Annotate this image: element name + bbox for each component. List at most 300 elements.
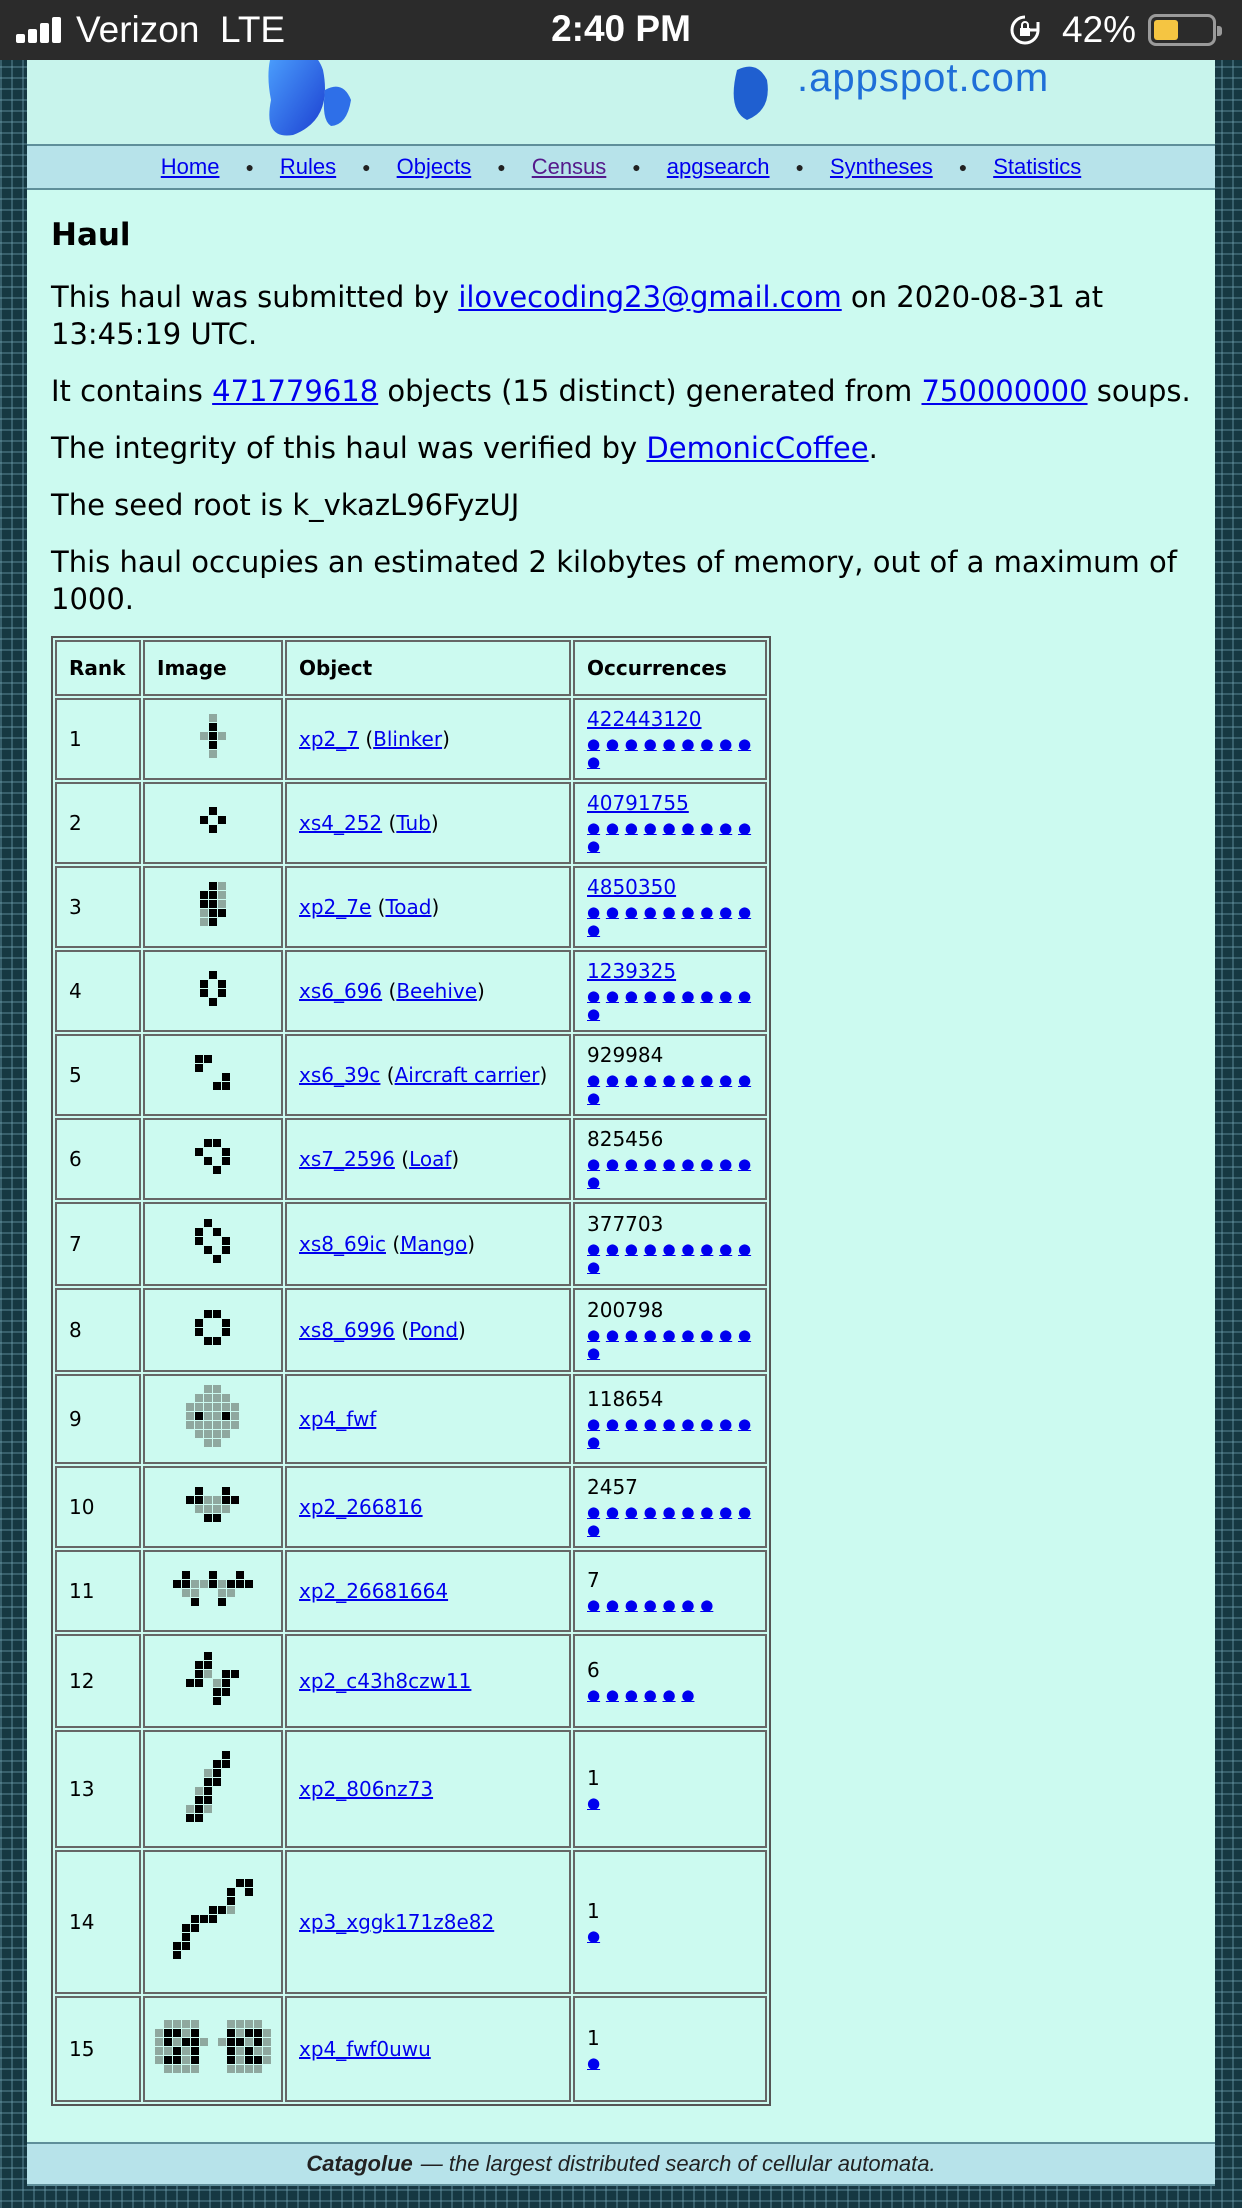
sample-soup-link[interactable]: ● — [587, 1927, 601, 1945]
sample-soup-link[interactable]: ● — [643, 1596, 657, 1614]
sample-soup-links — [587, 903, 753, 939]
pattern-image — [195, 1139, 231, 1175]
sample-soup-link[interactable]: ● — [681, 1415, 695, 1433]
sample-soup-link[interactable]: ● — [587, 1686, 601, 1704]
sample-soup-link[interactable]: ● — [719, 819, 733, 837]
ghost-cell — [231, 1403, 239, 1411]
live-cell — [209, 998, 217, 1006]
nav-separator: ● — [795, 159, 804, 175]
image-cell — [143, 1374, 283, 1464]
ghost-cell — [195, 1505, 203, 1513]
sample-soup-link[interactable]: ● — [719, 735, 733, 753]
ghost-cell — [218, 1589, 226, 1597]
sample-soup-link[interactable]: ● — [681, 1071, 695, 1089]
live-cell — [204, 1661, 212, 1669]
sample-soup-link[interactable]: ● — [662, 1155, 676, 1173]
object-code-link[interactable]: xp2_26681664 — [299, 1579, 449, 1603]
live-cell — [245, 2056, 253, 2064]
nav-rules[interactable]: Rules — [279, 154, 337, 179]
sample-soup-link[interactable]: ● — [719, 903, 733, 921]
verifier-link[interactable]: DemonicCoffee — [646, 431, 869, 465]
pattern-image — [186, 1385, 240, 1448]
live-cell — [222, 1670, 230, 1678]
occurrence-count: 2457 — [587, 1475, 638, 1499]
sample-soup-link[interactable]: ● — [643, 1155, 657, 1173]
sample-soup-link[interactable]: ● — [738, 987, 752, 1005]
live-cell — [204, 1652, 212, 1660]
sample-soup-link[interactable]: ● — [605, 1240, 619, 1258]
object-code-link[interactable]: xp4_fwf0uwu — [299, 2037, 431, 2061]
sample-soup-link[interactable]: ● — [700, 1596, 714, 1614]
sample-soup-link[interactable]: ● — [738, 1415, 752, 1433]
live-cell — [236, 1879, 244, 1887]
live-cell — [173, 1942, 181, 1950]
contains-line: It contains 471779618 objects (15 distinct) generated from 750000000 soups. — [51, 374, 1191, 408]
occurrence-count-link[interactable]: 40791755 — [587, 791, 689, 815]
live-cell — [204, 1310, 212, 1318]
sample-soup-link[interactable]: ● — [605, 1686, 619, 1704]
sample-soup-link[interactable]: ● — [587, 1521, 601, 1539]
sample-soup-link[interactable]: ● — [719, 987, 733, 1005]
sample-soup-link[interactable]: ● — [662, 987, 676, 1005]
live-cell — [227, 1888, 235, 1896]
pattern-image — [200, 882, 227, 927]
live-cell — [222, 1487, 230, 1495]
sample-soup-link[interactable]: ● — [624, 903, 638, 921]
sample-soup-link[interactable]: ● — [587, 837, 601, 855]
sample-soup-link[interactable]: ● — [643, 1686, 657, 1704]
object-code-link[interactable]: xp2_c43h8czw11 — [299, 1669, 472, 1693]
object-code-link[interactable]: xp2_806nz73 — [299, 1777, 434, 1801]
sample-soup-link[interactable]: ● — [643, 819, 657, 837]
pattern-image — [186, 1751, 240, 1823]
ghost-cell — [254, 2020, 262, 2028]
sample-soup-link[interactable]: ● — [643, 987, 657, 1005]
sample-soup-link[interactable]: ● — [700, 987, 714, 1005]
live-cell — [209, 918, 217, 926]
occurrence-count-link[interactable]: 4850350 — [587, 875, 677, 899]
sample-soup-link[interactable]: ● — [662, 1326, 676, 1344]
pattern-image — [155, 2020, 272, 2074]
image-cell — [143, 1996, 283, 2102]
object-code-link[interactable]: xp2_7e — [299, 895, 372, 919]
live-cell — [254, 2038, 262, 2046]
ghost-cell — [173, 2020, 181, 2028]
object-code-link[interactable]: xs8_69ic — [299, 1232, 386, 1256]
sample-soup-link[interactable]: ● — [681, 1503, 695, 1521]
live-cell — [186, 1679, 194, 1687]
sample-soup-link[interactable]: ● — [605, 1503, 619, 1521]
sample-soup-link[interactable]: ● — [719, 1326, 733, 1344]
occurrences-cell — [573, 1996, 767, 2102]
census-table — [51, 636, 771, 2106]
live-cell — [213, 1514, 221, 1522]
object-code-link[interactable]: xp4_fwf — [299, 1407, 377, 1431]
ghost-cell — [191, 2020, 199, 2028]
sample-soup-link[interactable]: ● — [605, 735, 619, 753]
sample-soup-link[interactable]: ● — [662, 1415, 676, 1433]
sample-soup-link[interactable]: ● — [700, 1326, 714, 1344]
sample-soup-link[interactable]: ● — [587, 1240, 601, 1258]
logo-icon — [243, 60, 363, 140]
live-cell — [204, 1514, 212, 1522]
occurrence-count: 825456 — [587, 1127, 664, 1151]
footer-tagline: — the largest distributed search of cellular automata. — [420, 2151, 936, 2176]
sample-soup-links — [587, 1415, 753, 1451]
sample-soup-link[interactable]: ● — [587, 819, 601, 837]
table-row — [55, 1118, 767, 1200]
sample-soup-links — [587, 987, 753, 1023]
sample-soup-link[interactable]: ● — [643, 903, 657, 921]
live-cell — [195, 1814, 203, 1822]
sample-soup-link[interactable]: ● — [624, 1415, 638, 1433]
occurrences-cell — [573, 1288, 767, 1372]
live-cell — [195, 1487, 203, 1495]
object-name-link[interactable]: Loaf — [409, 1147, 452, 1171]
ghost-cell — [254, 2065, 262, 2073]
occurrence-count-link[interactable]: 422443120 — [587, 707, 702, 731]
sample-soup-link[interactable]: ● — [624, 1240, 638, 1258]
sample-soup-link[interactable]: ● — [662, 819, 676, 837]
nav-apgsearch[interactable]: apgsearch — [666, 154, 770, 179]
live-cell — [164, 2038, 172, 2046]
sample-soup-link[interactable]: ● — [587, 2054, 601, 2072]
sample-soup-link[interactable]: ● — [681, 903, 695, 921]
ghost-cell — [231, 1412, 239, 1420]
live-cell — [182, 1571, 190, 1579]
live-cell — [195, 1661, 203, 1669]
ghost-cell — [263, 2056, 271, 2064]
sample-soup-link[interactable]: ● — [738, 1503, 752, 1521]
header-object: Object — [285, 640, 571, 696]
battery-percent: 42% — [1062, 9, 1137, 50]
sample-soup-link[interactable]: ● — [643, 1415, 657, 1433]
object-code-link[interactable]: xs8_6996 — [299, 1318, 395, 1342]
object-code-link[interactable]: xp3_xggk171z8e82 — [299, 1910, 495, 1934]
sample-soup-links — [587, 735, 753, 771]
sample-soup-link[interactable]: ● — [700, 1240, 714, 1258]
rank-cell: 14 — [55, 1850, 141, 1994]
sample-soup-link[interactable]: ● — [605, 1071, 619, 1089]
table-row — [55, 1550, 767, 1632]
sample-soup-link[interactable]: ● — [605, 1415, 619, 1433]
object-name-link[interactable]: Pond — [409, 1318, 459, 1342]
live-cell — [227, 2047, 235, 2055]
sample-soup-link[interactable]: ● — [719, 1155, 733, 1173]
sample-soup-link[interactable]: ● — [700, 903, 714, 921]
live-cell — [236, 2038, 244, 2046]
live-cell — [254, 2056, 262, 2064]
object-name-link[interactable]: Mango — [400, 1232, 468, 1256]
sample-soup-link[interactable]: ● — [587, 1596, 601, 1614]
sample-soup-links — [587, 1927, 753, 1945]
object-name-link[interactable]: Beehive — [396, 979, 478, 1003]
sample-soup-link[interactable]: ● — [587, 1415, 601, 1433]
live-cell — [222, 1082, 230, 1090]
sample-soup-link[interactable]: ● — [662, 903, 676, 921]
sample-soup-link[interactable]: ● — [643, 1503, 657, 1521]
object-code-link[interactable]: xp2_266816 — [299, 1495, 423, 1519]
sample-soup-link[interactable]: ● — [587, 1344, 601, 1362]
pattern-image — [186, 1487, 240, 1523]
sample-soup-link[interactable]: ● — [719, 1240, 733, 1258]
object-code-link[interactable]: xs7_2596 — [299, 1147, 395, 1171]
sample-soup-link[interactable]: ● — [738, 735, 752, 753]
live-cell — [222, 1760, 230, 1768]
ghost-cell — [204, 1439, 212, 1447]
sample-soup-link[interactable]: ● — [643, 1326, 657, 1344]
live-cell — [191, 2047, 199, 2055]
sample-soup-link[interactable]: ● — [587, 1794, 601, 1812]
ghost-cell — [218, 900, 226, 908]
occurrence-count: 929984 — [587, 1043, 664, 1067]
ghost-cell — [213, 1403, 221, 1411]
live-cell — [227, 2029, 235, 2037]
sample-soup-links — [587, 1155, 753, 1191]
status-time: 2:40 PM — [551, 8, 691, 49]
occurrence-count: 7 — [587, 1568, 600, 1592]
page-title: Haul — [51, 217, 131, 253]
ghost-cell — [204, 1385, 212, 1393]
live-cell — [204, 1337, 212, 1345]
sample-soup-link[interactable]: ● — [681, 735, 695, 753]
pattern-image — [200, 971, 227, 1007]
live-cell — [222, 1237, 230, 1245]
live-cell — [182, 1924, 190, 1932]
object-cell: xp2_7e (Toad) — [285, 866, 571, 948]
ghost-cell — [200, 1580, 208, 1588]
sample-soup-link[interactable]: ● — [643, 1071, 657, 1089]
ghost-cell — [182, 2020, 190, 2028]
sample-soup-link[interactable]: ● — [587, 1326, 601, 1344]
sample-soup-link[interactable]: ● — [662, 1240, 676, 1258]
ghost-cell — [231, 1421, 239, 1429]
sample-soup-link[interactable]: ● — [738, 1155, 752, 1173]
image-cell — [143, 950, 283, 1032]
sample-soup-link[interactable]: ● — [681, 1326, 695, 1344]
ghost-cell — [254, 2047, 262, 2055]
ghost-cell — [164, 2047, 172, 2055]
ghost-cell — [204, 1496, 212, 1504]
ghost-cell — [200, 909, 208, 917]
live-cell — [200, 891, 208, 899]
sample-soup-link[interactable]: ● — [605, 1596, 619, 1614]
object-name-link[interactable]: Blinker — [373, 727, 443, 751]
submitter-link[interactable]: ilovecoding23@gmail.com — [458, 280, 842, 314]
sample-soup-link[interactable]: ● — [587, 753, 601, 771]
occurrences-cell — [573, 866, 767, 948]
ghost-cell — [186, 1805, 194, 1813]
sample-soup-link[interactable]: ● — [587, 1503, 601, 1521]
table-row — [55, 950, 767, 1032]
sample-soup-link[interactable]: ● — [605, 819, 619, 837]
sample-soup-link[interactable]: ● — [587, 987, 601, 1005]
live-cell — [213, 1337, 221, 1345]
nav-census[interactable]: Census — [531, 154, 607, 179]
live-cell — [213, 1688, 221, 1696]
sample-soup-link[interactable]: ● — [587, 1433, 601, 1451]
nav-syntheses[interactable]: Syntheses — [829, 154, 933, 179]
object-cell: xs4_252 (Tub) — [285, 782, 571, 864]
sample-soup-link[interactable]: ● — [700, 735, 714, 753]
sample-soup-link[interactable]: ● — [662, 1503, 676, 1521]
sample-soup-link[interactable]: ● — [681, 1240, 695, 1258]
image-cell — [143, 1550, 283, 1632]
soups-count-link[interactable]: 750000000 — [921, 374, 1088, 408]
sample-soup-link[interactable]: ● — [587, 1155, 601, 1173]
sample-soup-link[interactable]: ● — [624, 987, 638, 1005]
occurrences-cell — [573, 1034, 767, 1116]
sample-soup-link[interactable]: ● — [587, 1089, 601, 1107]
sample-soup-link[interactable]: ● — [624, 1071, 638, 1089]
rank-cell: 3 — [55, 866, 141, 948]
sample-soup-link[interactable]: ● — [624, 819, 638, 837]
ghost-cell — [236, 2047, 244, 2055]
sample-soup-link[interactable]: ● — [662, 1596, 676, 1614]
rank-cell: 11 — [55, 1550, 141, 1632]
sample-soup-link[interactable]: ● — [605, 1155, 619, 1173]
sample-soup-link[interactable]: ● — [605, 1326, 619, 1344]
sample-soup-link[interactable]: ● — [681, 1686, 695, 1704]
sample-soup-link[interactable]: ● — [700, 1155, 714, 1173]
table-row — [55, 866, 767, 948]
sample-soup-link[interactable]: ● — [700, 819, 714, 837]
object-name-link[interactable]: Tub — [396, 811, 431, 835]
live-cell — [218, 1598, 226, 1606]
sample-soup-link[interactable]: ● — [681, 819, 695, 837]
sample-soup-link[interactable]: ● — [738, 819, 752, 837]
occurrence-count: 377703 — [587, 1212, 664, 1236]
sample-soup-link[interactable]: ● — [738, 1071, 752, 1089]
ghost-cell — [204, 1430, 212, 1438]
object-name-link[interactable]: Aircraft carrier — [394, 1063, 540, 1087]
live-cell — [209, 971, 217, 979]
table-row — [55, 1202, 767, 1286]
sample-soup-link[interactable]: ● — [738, 1240, 752, 1258]
sample-soup-link[interactable]: ● — [587, 1005, 601, 1023]
table-row — [55, 698, 767, 780]
live-cell — [195, 1412, 203, 1420]
object-name-link[interactable]: Toad — [385, 895, 432, 919]
live-cell — [213, 1255, 221, 1263]
sample-soup-links — [587, 1503, 753, 1539]
sample-soup-link[interactable]: ● — [681, 987, 695, 1005]
table-header-row — [55, 640, 767, 696]
sample-soup-link[interactable]: ● — [605, 987, 619, 1005]
sample-soup-link[interactable]: ● — [587, 903, 601, 921]
sample-soup-link[interactable]: ● — [738, 903, 752, 921]
object-code-link[interactable]: xp2_7 — [299, 727, 359, 751]
pattern-image — [173, 1571, 254, 1607]
occurrence-count: 6 — [587, 1658, 600, 1682]
live-cell — [182, 1942, 190, 1950]
sample-soup-link[interactable]: ● — [700, 1071, 714, 1089]
image-cell — [143, 1118, 283, 1200]
sample-soup-link[interactable]: ● — [643, 735, 657, 753]
live-cell — [209, 1571, 217, 1579]
object-cell — [285, 1374, 571, 1464]
sample-soup-link[interactable]: ● — [624, 1503, 638, 1521]
sample-soup-link[interactable]: ● — [587, 1071, 601, 1089]
nav-objects[interactable]: Objects — [396, 154, 472, 179]
object-cell: xp2_7 (Blinker) — [285, 698, 571, 780]
live-cell — [204, 1055, 212, 1063]
sample-soup-link[interactable]: ● — [738, 1326, 752, 1344]
live-cell — [195, 1328, 203, 1336]
sample-soup-link[interactable]: ● — [719, 1503, 733, 1521]
ghost-cell — [182, 2047, 190, 2055]
live-cell — [195, 1148, 203, 1156]
occurrence-count-link[interactable]: 1239325 — [587, 959, 677, 983]
sample-soup-link[interactable]: ● — [700, 1503, 714, 1521]
nav-home[interactable]: Home — [160, 154, 220, 179]
nav-separator: ● — [362, 159, 371, 175]
objects-count-link[interactable]: 471779618 — [212, 374, 379, 408]
sample-soup-link[interactable]: ● — [681, 1155, 695, 1173]
sample-soup-link[interactable]: ● — [587, 1258, 601, 1276]
sample-soup-link[interactable]: ● — [587, 1173, 601, 1191]
sample-soup-link[interactable]: ● — [681, 1596, 695, 1614]
live-cell — [222, 1496, 230, 1504]
live-cell — [182, 2038, 190, 2046]
ghost-cell — [200, 732, 208, 740]
ghost-cell — [195, 1421, 203, 1429]
occurrences-cell — [573, 782, 767, 864]
live-cell — [222, 1328, 230, 1336]
sample-soup-link[interactable]: ● — [624, 1155, 638, 1173]
rank-cell: 8 — [55, 1288, 141, 1372]
live-cell — [191, 1924, 199, 1932]
occurrences-cell — [573, 1550, 767, 1632]
object-cell: xs6_696 (Beehive) — [285, 950, 571, 1032]
sample-soup-link[interactable]: ● — [624, 735, 638, 753]
sample-soup-link[interactable]: ● — [624, 1686, 638, 1704]
live-cell — [222, 1246, 230, 1254]
ghost-cell — [204, 1394, 212, 1402]
sample-soup-link[interactable]: ● — [662, 1071, 676, 1089]
live-cell — [204, 1778, 212, 1786]
ghost-cell — [195, 1394, 203, 1402]
pattern-image — [195, 1219, 231, 1264]
carrier-name: Verizon — [76, 9, 200, 50]
sample-soup-link[interactable]: ● — [624, 1326, 638, 1344]
sample-soup-link[interactable]: ● — [719, 1071, 733, 1089]
nav-statistics[interactable]: Statistics — [993, 154, 1082, 179]
footer-brand: Catagolue — [306, 2151, 413, 2176]
live-cell — [222, 1751, 230, 1759]
ghost-cell — [182, 1589, 190, 1597]
object-code-link[interactable]: xs6_39c — [299, 1063, 381, 1087]
sample-soup-link[interactable]: ● — [624, 1596, 638, 1614]
sample-soup-link[interactable]: ● — [587, 921, 601, 939]
ghost-cell — [182, 2065, 190, 2073]
live-cell — [213, 1769, 221, 1777]
sample-soup-link[interactable]: ● — [605, 903, 619, 921]
sample-soup-link[interactable]: ● — [587, 735, 601, 753]
sample-soup-link[interactable]: ● — [662, 735, 676, 753]
pattern-image — [200, 807, 227, 834]
object-code-link[interactable]: xs6_696 — [299, 979, 383, 1003]
object-code-link[interactable]: xs4_252 — [299, 811, 383, 835]
live-cell — [204, 1219, 212, 1227]
live-cell — [204, 1246, 212, 1254]
sample-soup-link[interactable]: ● — [643, 1240, 657, 1258]
sample-soup-link[interactable]: ● — [700, 1415, 714, 1433]
sample-soup-link[interactable]: ● — [719, 1415, 733, 1433]
live-cell — [164, 2029, 172, 2037]
verified-line: The integrity of this haul was verified by DemonicCoffee. — [51, 431, 878, 465]
sample-soup-link[interactable]: ● — [662, 1686, 676, 1704]
